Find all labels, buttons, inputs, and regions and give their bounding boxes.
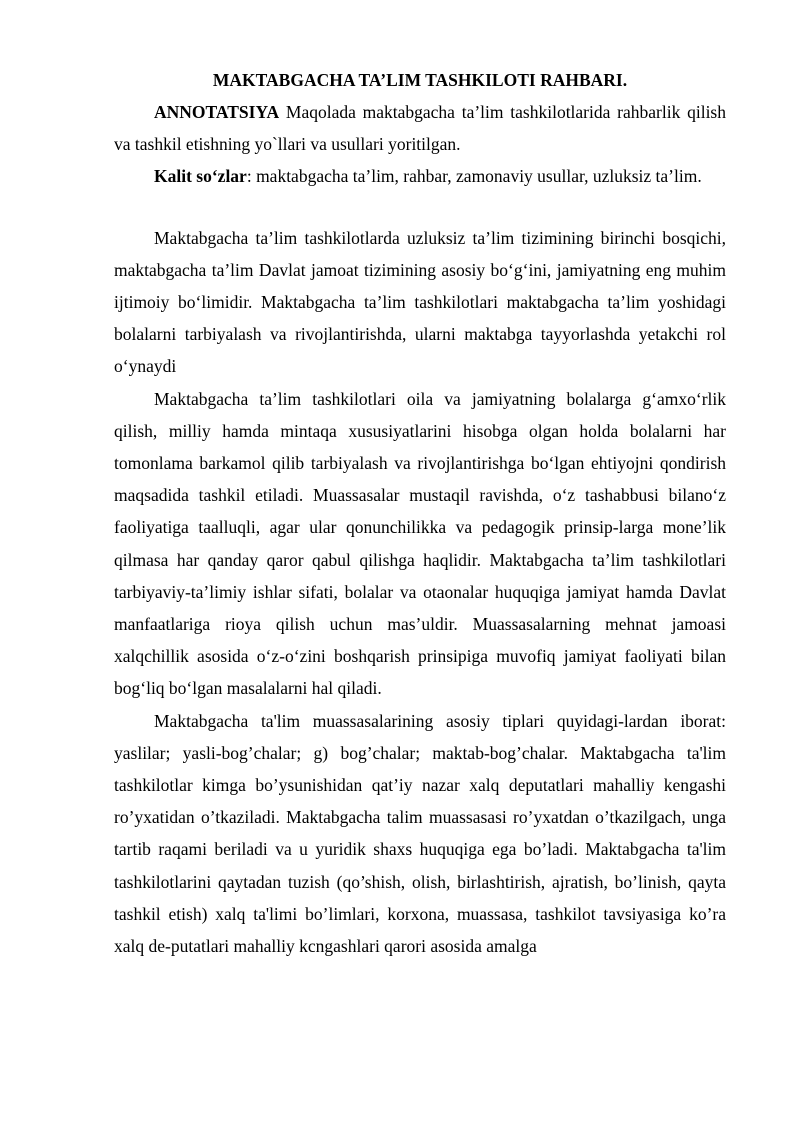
annotation-paragraph xyxy=(114,96,726,160)
keywords-label: Kalit so‘zlar xyxy=(154,166,247,187)
document-title: MAKTABGACHA TA’LIM TASHKILOTI RAHBARI. xyxy=(212,70,628,90)
body-paragraph-1: Maktabgacha ta’lim tashkilotlarda uzluksiz ta’lim tizimining birinchi bosqichi, maktabgacha ta’lim Davlat jamoat tizimining asosiy bo‘g‘ini, jamiyatning eng muhim ijtimoiy bo‘limidir. Maktabgacha ta’lim tashkilotlari maktabgacha ta’lim yoshidagi bolalarni tarbiyalash va rivojlantirishda, ularni maktabga tayyorlashda yetakchi rol o‘ynaydi xyxy=(114,227,726,377)
keywords-text: : maktabgacha ta’lim, rahbar, zamonaviy usullar, uzluksiz ta’lim. xyxy=(246,166,702,187)
body-paragraph-2: Maktabgacha ta’lim tashkilotlari oila va jamiyatning bolalarga g‘amxo‘rlik qilish, milliy hamda mintaqa xususiyatlarini hisobga olgan holda bolalarni har tomonlama barkamol qilib tarbiyalash va rivojlantirishga bo‘lgan ehtiyojni qondirish maqsadida tashkil etiladi. Muassasalar mustaqil ravishda, o‘z tashabbusi bilano‘z faoliyatiga taalluqli, agar ular qonunchilikka va pedagogik prinsip-larga mone’lik qilmasa har qanday qaror qabul qilishga haqlidir. Maktabgacha ta’lim tashkilotlari tarbiyaviy-ta’limiy ishlar sifati, bolalar va otaonalar huquqiga jamiyat hamda Davlat manfaatlariga rioya qilish uchun mas’uldir. Muassasalarning mehnat jamoasi xalqchillik asosida o‘z-o‘zini boshqarish prinsipiga muvofiq jamiyat faoliyati bilan bog‘liq bo‘lgan masalalarni hal qiladi. xyxy=(114,388,726,699)
document-page xyxy=(114,64,726,962)
keywords-paragraph xyxy=(114,160,726,192)
annotation-label: ANNOTATSIYA xyxy=(154,102,280,122)
section-gap xyxy=(114,193,726,222)
annotation-text: Maqolada maktabgacha ta’lim tashkilotlarida rahbarlik qilish va tashkil etishning yo`llari va usullari yoritilgan. xyxy=(114,102,726,155)
body-paragraph-3: Maktabgacha ta'lim muassasalarining asosiy tiplari quyidagi-lardan iborat: yaslilar; yasli-bog’chalar; g) bog’chalar; maktab-bog’chalar. Maktabgacha ta'lim tashkilotlar kimga bo’ysunishidan qat’iy nazar xalq deputatlari mahalliy kengashi ro’yxatidan o’tkaziladi. Maktabgacha talim muassasasi ro’yxatdan o’tkazilgach, unga tartib raqami beriladi va u yuridik shaxs huquqiga ega bo’ladi. Maktabgacha ta'lim tashkilotlarini qaytadan tuzish (qo’shish, olish, birlashtirish, ajratish, bo’linish, qayta tashkil etish) xalq ta'limi bo’limlari, korxona, muassasa, tashkilot tavsiyasiga ko’ra xalq de-putatlari mahalliy kcngashlari qarori asosida amalga xyxy=(114,710,726,957)
